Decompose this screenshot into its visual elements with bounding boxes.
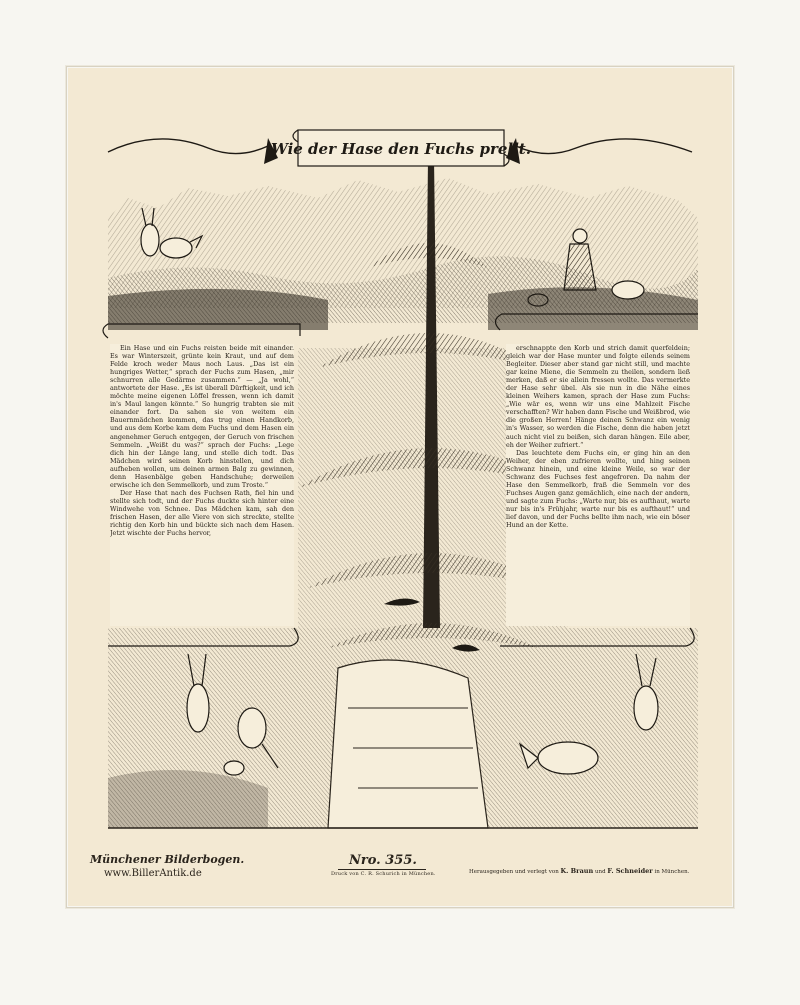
printer-credit: Druck von C. R. Schurich in München. [331, 871, 436, 877]
publisher-credit [469, 867, 689, 875]
publisher-and: und [595, 869, 606, 875]
paragraph: Der Hase that nach des Fuchsen Rath, fiel hin und stellte sich todt, und der Fuchs duckte sich hinter eine Windwehe von Schnee. Das Mädchen kam, sah den frischen Hasen, der alle Viere von sich streckte, stellte richtig den Korb hin und bückte sich nach dem Hasen. Jetzt wischte der Fuchs hervor, [110, 488, 294, 538]
publisher-prefix: Herausgegeben und verlegt von [469, 869, 559, 875]
publisher-name-2: F. Schneider [607, 867, 653, 875]
paragraph: Das leuchtete dem Fuchs ein, er ging hin an den Weiher, der eben zufrieren wollte, und hing seinen Schwanz hinein, und eine kleine Weile, so war der Schwanz des Fuchses fest angefroren. Da nahm der Hase den Semmelkorb, fraß die Semmeln vor des Fuchses Augen ganz gemächlich, eine nach der andern, und sagte zum Fuchs: „Warte nur, bis es aufthaut, warte nur bis in's Frühjahr, warte nur bis es aufthaut!“ und lief davon, und der Fuchs bellte ihm nach, wie ein böser Hund an der Kette. [506, 448, 690, 530]
title-banner [108, 130, 692, 166]
print-sheet [68, 68, 732, 906]
series-title: Münchener Bilderbogen. [90, 853, 245, 866]
website-watermark: www.BillerAntik.de [104, 868, 202, 879]
number-underline [338, 869, 426, 870]
text-column-left [110, 344, 294, 626]
publisher-suffix: in München. [654, 869, 690, 875]
paragraph: Ein Hase und ein Fuchs reisten beide mit einander. Es war Winterszeit, grünte kein Kraut, und auf dem Felde kroch weder Maus noch Laus. „Das ist ein hungriges Wetter,“ sprach der Fuchs zum Hasen, „mir schnurren alle Gedärme zusammen.“ — „Ja wohl,“ antwortete der Hase. „Es ist überall Dürftigkeit, und ich möchte meine eigenen Löffel fressen, wenn ich damit in's Maul langen könnte.“ So hungrig trabten sie mit einander fort. Da sahen sie von weitem ein Bauernmädchen kommen, das trug einen Handkorb, und aus dem Korbe kam dem Fuchs und dem Hasen ein angenehmer Geruch entgegen, der Geruch von frischen Semmeln. „Weißt du was?“ sprach der Fuchs: „Lege dich hin der Länge lang, und stelle dich todt. Das Mädchen wird seinen Korb hinstellen, und dich aufheben wollen, um deinen armen Balg zu gewinnen, denn Hasenbälge geben Handschuhe; derweilen erwische ich den Semmelkorb, und zum Troste.“ [110, 344, 294, 489]
sheet-number: Nro. 355. [349, 853, 417, 868]
sheet-title: Wie der Hase den Fuchs prellt. [271, 140, 531, 158]
paragraph: erschnappte den Korb und strich damit querfeldein; gleich war der Hase munter und folgte eilends seinem Begleiter. Dieser aber stand gar nicht still, und machte gar keine Miene, die Semmeln zu theilen, sondern ließ merken, daß er sie allein fressen wollte. Das vermerkte der Hase sehr übel. Als sie nun in die Nähe eines kleinen Weihers kamen, sprach der Hase zum Fuchs: „Wie wär es, wenn wir uns eine Mahlzeit Fische verschafften? Wir haben dann Fische und Weißbrod, wie die großen Herren! Hänge deinen Schwanz ein wenig in's Wasser, so werden die Fische, denn die haben jetzt auch nicht viel zu beißen, sich daran hängen. Eile aber, eh der Weiher zufriert.“ [506, 344, 690, 449]
text-column-right [506, 344, 690, 626]
publisher-name-1: K. Braun [560, 867, 594, 875]
